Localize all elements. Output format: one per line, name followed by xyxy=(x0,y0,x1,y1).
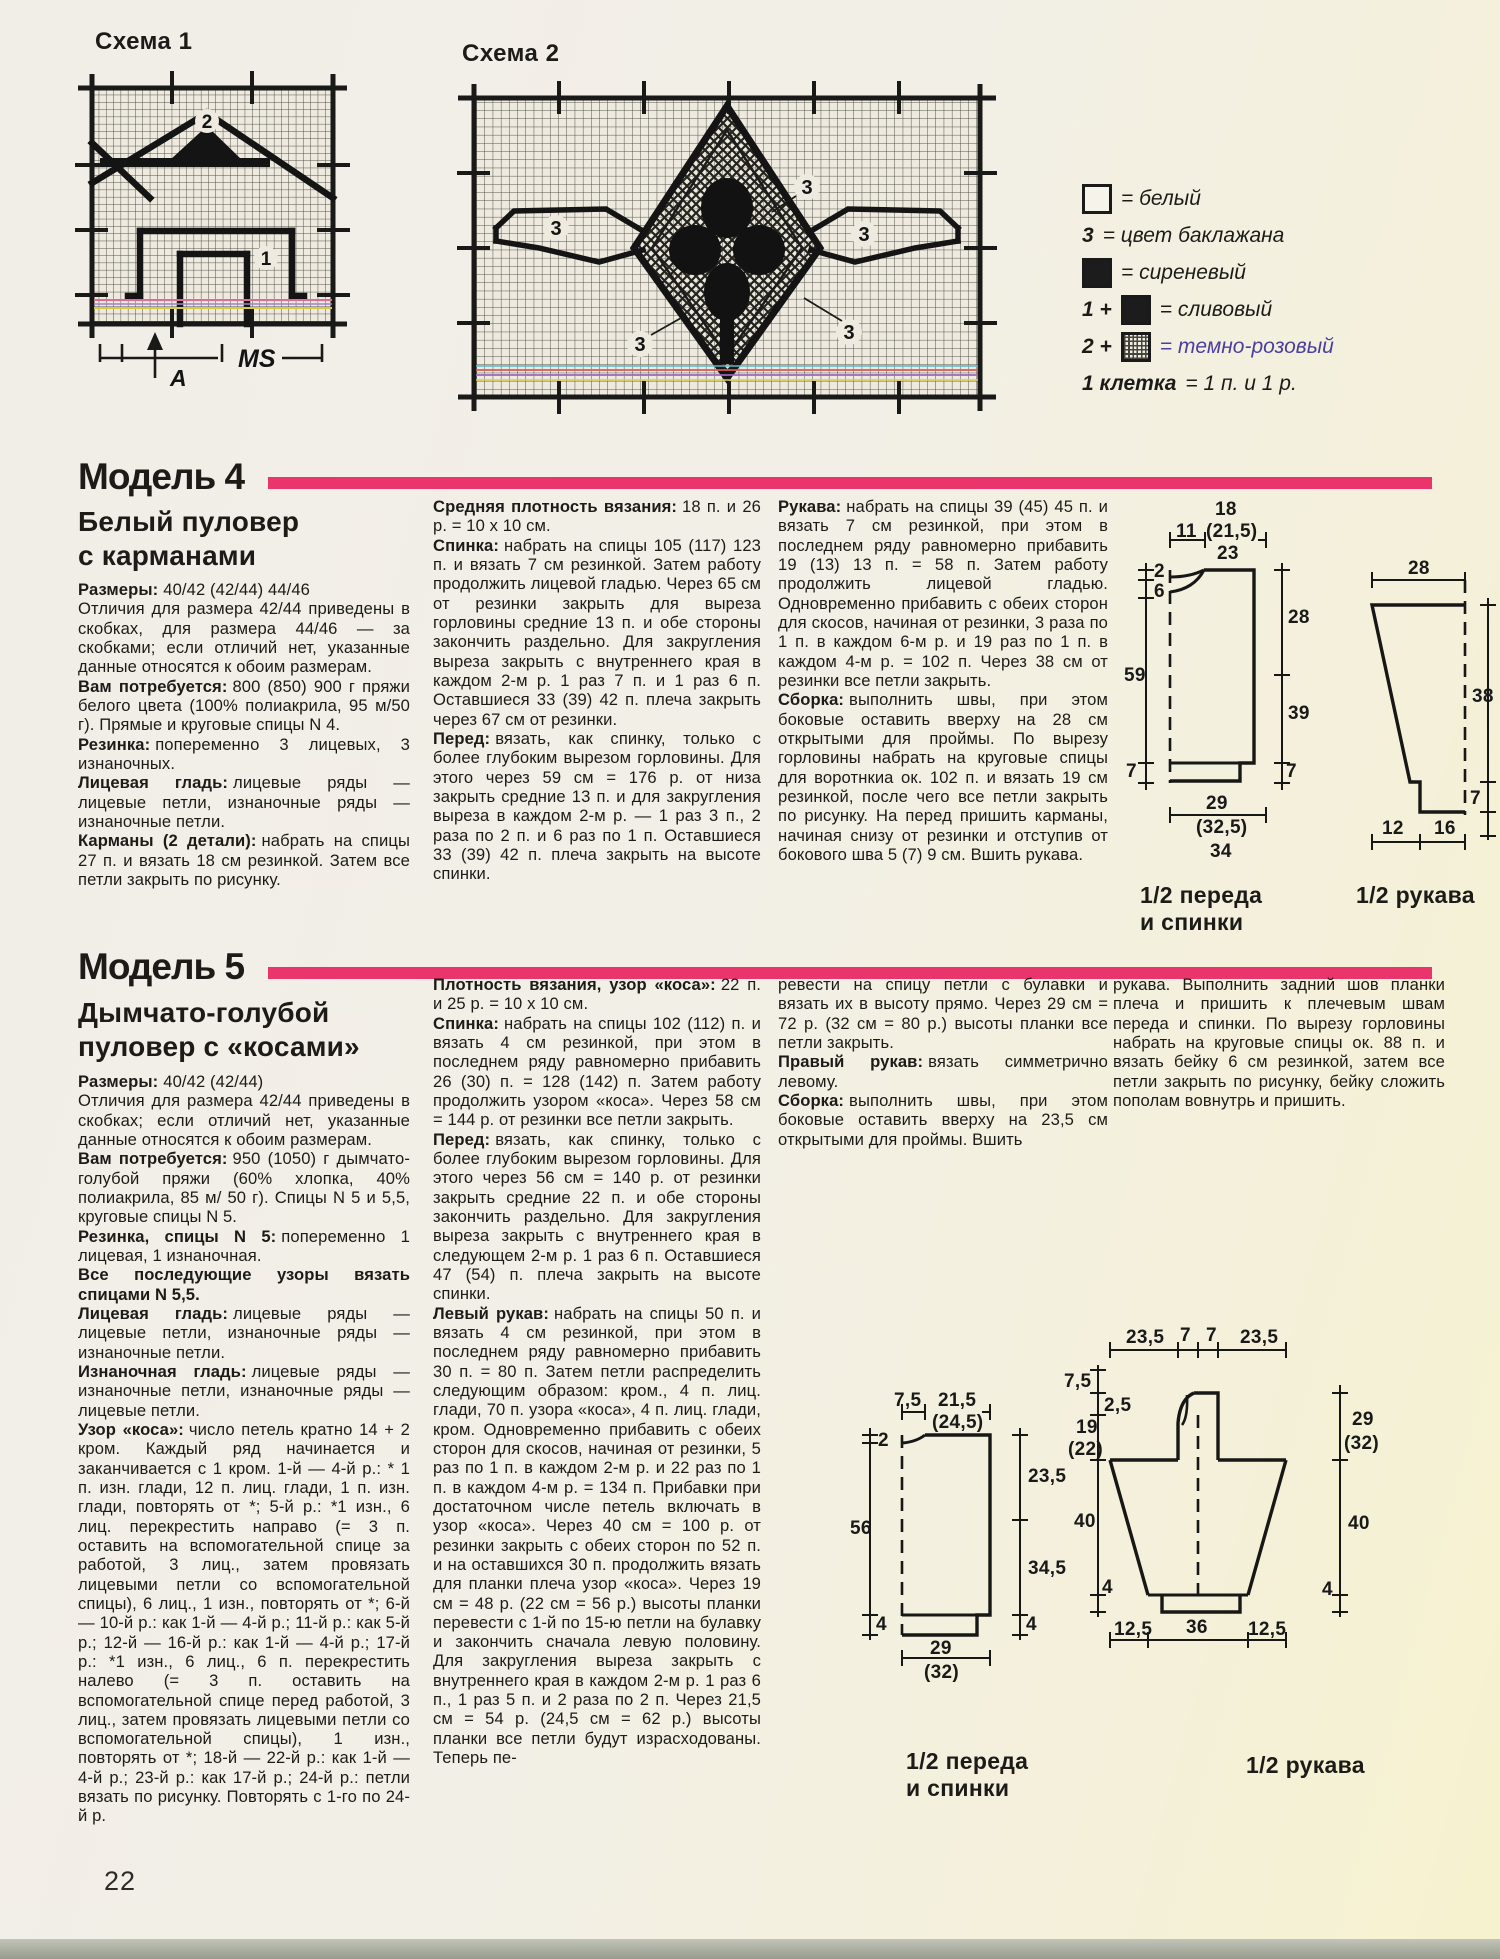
dim-label: 7 xyxy=(1286,761,1297,782)
model5-front-caption: 1/2 переда и спинки xyxy=(906,1748,1029,1802)
dim-label: 4 xyxy=(1322,1579,1333,1600)
legend-swatch-icon xyxy=(1121,295,1151,325)
legend-label: = цвет баклажана xyxy=(1102,223,1285,247)
model5-heading: Модель 5 xyxy=(78,946,245,987)
dim-label: 34 xyxy=(1210,841,1232,862)
dim-label: 7 xyxy=(1470,788,1481,809)
model5-subheading-line2: пуловер с «косами» xyxy=(78,1031,360,1063)
dim-label: 21,5 xyxy=(938,1390,977,1411)
legend-label: = темно-розовый xyxy=(1159,334,1334,358)
dim-label: 4 xyxy=(1102,1577,1113,1598)
legend-label: = сливовый xyxy=(1159,297,1273,321)
dim-label: 19 xyxy=(1076,1417,1098,1438)
dim-label: (24,5) xyxy=(932,1412,984,1433)
model5-sleeve-shape xyxy=(1060,1325,1480,1665)
chart2-label-3: 3 xyxy=(801,177,813,199)
dim-label: 7,5 xyxy=(894,1390,922,1411)
chart1-label-ms: MS xyxy=(238,345,276,373)
page-number: 22 xyxy=(104,1866,137,1896)
dim-label: 23 xyxy=(1217,543,1239,564)
dim-label: 28 xyxy=(1408,558,1430,579)
dim-label: 16 xyxy=(1434,818,1456,839)
model5-subheading xyxy=(78,996,360,1064)
legend-prefix: 2 + xyxy=(1082,334,1112,358)
model4-subheading-line2: с карманами xyxy=(78,540,257,572)
dim-label: (22) xyxy=(1068,1439,1103,1460)
legend-item xyxy=(1082,328,1334,365)
model4-sleeve-caption: 1/2 рукава xyxy=(1356,882,1475,908)
chart1-label-2: 2 xyxy=(201,112,213,133)
legend-prefix: 3 xyxy=(1082,223,1094,247)
dim-label: 7 xyxy=(1126,761,1137,782)
model5-subheading-line1: Дымчато-голубой xyxy=(78,997,330,1028)
model5-sleeve-caption: 1/2 рукава xyxy=(1246,1752,1365,1778)
model4-column-3: Рукава: набрать на спицы 39 (45) 45 п. и вязать 7 см резинкой, при этом в последнем ряду равномерно прибавить 19 (13) 13 п. = 58 п. Затем работу продолжить лицевой гладью. Одновременно прибавить с обеих сторон для скосов, начиная от резинки, 3 раза по 1 п. в каждом 6-м р. и 19 раз по 1 п. в каждом 4-м р. = 102 п. Через 38 см от резинки все петли закрыть. Сборка: выполнить швы, при этом боковые оставить вверху на 28 см открытыми для проймы. По вырезу горловины набрать на круговые спицы для воротнкиа ок. 102 п. и вязать 19 см резинкой, после чего все петли закрыть по рисунку. На перед пришить карманы, начиная снизу от резинки и отступив от бокового шва 5 (7) 9 см. Вшить рукава. xyxy=(778,497,1108,864)
dim-label: 7 xyxy=(1206,1325,1217,1346)
dim-label: 18 xyxy=(1215,499,1237,520)
dim-label: 40 xyxy=(1074,1511,1096,1532)
legend-swatch-icon xyxy=(1082,184,1112,214)
legend-item xyxy=(1082,254,1334,291)
model4-front-caption: 1/2 переда и спинки xyxy=(1140,882,1263,936)
chart1-solid-band xyxy=(100,158,270,167)
dim-label: (32) xyxy=(1344,1433,1379,1454)
model4-column-2: Средняя плотность вязания: 18 п. и 26 р. = 10 х 10 см. Спинка: набрать на спицы 105 (117) 123 п. и вязать 7 см резинкой. Затем работу продолжить лицевой гладью. Через 65 см от резинки закрыть для выреза горловины средние 13 п. и обе стороны закончить раздельно. Для закругления выреза закрыть с внутреннего края в каждом 2-м р. 1 раз 7 п. и 1 раз 6 п. Оставшиеся 33 (39) 42 п. плеча закрыть через 67 см от резинки. Перед: вязать, как спинку, только с более глубоким вырезом горловины. Для этого через 59 см = 176 р. от низа закрыть средние 13 п. и для закругления выреза в каждом 2-м р. — 1 раз 3 п., 2 раза по 2 п. и 6 раз по 1 п. Оставшиеся 33 (39) 42 п. плеча закрыть на высоте спинки. xyxy=(433,497,761,884)
dim-label: 2,5 xyxy=(1104,1395,1132,1416)
dim-label: 12,5 xyxy=(1114,1619,1153,1640)
chart2-grid xyxy=(444,78,1014,423)
model4-sleeve-schematic xyxy=(1350,550,1500,880)
dim-label: 36 xyxy=(1186,1617,1208,1638)
dim-label: 12 xyxy=(1382,818,1404,839)
dim-label: 39 xyxy=(1288,703,1310,724)
dim-label: 38 xyxy=(1472,686,1494,707)
chart2-label-3: 3 xyxy=(858,224,870,246)
scan-edge-strip xyxy=(0,1939,1500,1959)
chart2-label-3: 3 xyxy=(550,218,562,240)
dim-label: 7,5 xyxy=(1064,1371,1092,1392)
model4-front-schematic xyxy=(1120,495,1360,870)
dim-label: 56 xyxy=(850,1518,872,1539)
dim-label: (32,5) xyxy=(1196,817,1248,838)
dim-label: 11 xyxy=(1176,521,1197,542)
dim-label: 34,5 xyxy=(1028,1558,1067,1579)
model5-column-1: Размеры: 40/42 (42/44) Отличия для размера 42/44 приведены в скобках; если отличий нет, указанные данные относятся к обоим размерам. Вам потребуется: 950 (1050) г дымчато-голубой пряжи (60% хлопка, 40% полиакрила, 85 м/ 50 г). Спицы N 5 и 5,5, круговые спицы N 5. Резинка, спицы N 5: попеременно 1 лицевая, 1 изнаночная. Все последующие узоры вязать спицами N 5,5. Лицевая гладь: лицевые ряды — лицевые петли, изнаночные ряды — изнаночные петли. Изнаночная гладь: лицевые ряды — изнаночные петли, изнаночные ряды — лицевые петли. Узор «коса»: число петель кратно 14 + 2 кром. Каждый ряд начинается и заканчивается с 1 кром. 1-й — 4-й р.: * 1 п. изн. глади, 12 п. лиц. глади, 1 п. изн. глади, повторять от *; 5-й р.: *1 изн., 6 лиц. перекрестить направо (= 3 п. оставить на вспомогательной спице за работой, 3 лиц., затем провязать лицевыми петли со вспомогательной спицы), 6 лиц., 1 изн., повторять от *; 6-й — 10-й р.: как 1-й — 4-й р.; 11-й р.: как 5-й р.; 12-й — 16-й р.: как 1-й — 4-й р.; 17-й р.: *1 изн., 6 лиц., 6 п. перекрестить налево (= 3 п. оставить на вспомогательной спице перед работой, 3 лиц., затем провязать лицевыми петли со вспомогательной спицы), 1 изн., повторять от *; 18-й — 22-й р.: как 1-й — 4-й р.; 23-й р.: как 17-й р.; 24-й р.: петли вязать по рисунку. Повторять с 1-го по 24-й р. xyxy=(78,1072,410,1826)
model5-sleeve-schematic xyxy=(1060,1325,1480,1665)
legend-label: = 1 п. и 1 р. xyxy=(1185,371,1297,395)
dim-label: 23,5 xyxy=(1126,1327,1165,1348)
legend-swatch-icon xyxy=(1121,332,1151,362)
model4-heading: Модель 4 xyxy=(78,456,245,497)
chart1-title: Схема 1 xyxy=(95,28,193,55)
dim-label: 40 xyxy=(1348,1513,1370,1534)
model4-column-1: Размеры: 40/42 (42/44) 44/46 Отличия для размера 42/44 приведены в скобках, для размера 44/46 — за скобками; если отличий нет, указанные данные относятся к обоим размерам. Вам потребуется: 800 (850) 900 г пряжи белого цвета (100% полиакрила, 95 м/50 г). Прямые и круговые спицы N 4. Резинка: попеременно 3 лицевых, 3 изнаночных. Лицевая гладь: лицевые ряды — лицевые петли, изнаночные ряды — изнаночные петли. Карманы (2 детали): набрать на спицы 27 п. и вязать 18 см резинкой. Затем все петли закрыть по рисунку. xyxy=(78,580,410,889)
chart1-bracket xyxy=(100,344,322,378)
dim-label: 29 xyxy=(930,1638,952,1659)
chart2-label-3: 3 xyxy=(634,334,646,356)
chart1-label-1: 1 xyxy=(260,249,272,270)
dim-label: 4 xyxy=(1026,1614,1037,1635)
dim-label: 6 xyxy=(1154,581,1165,602)
legend-item xyxy=(1082,217,1334,254)
dim-label: 4 xyxy=(876,1614,887,1635)
chart1-label-a: A xyxy=(170,365,187,391)
model5-column-4: рукава. Выполнить задний шов планки плеча и пришить к плечевым швам переда и спинки. По вырезу горловины набрать на круговые спицы ок. 88 п. и вязать бейку 6 см резинкой, затем все петли закрыть по рисунку, бейку сложить пополам вовнутрь и пришить. xyxy=(1113,975,1445,1110)
dim-label: 23,5 xyxy=(1240,1327,1279,1348)
legend-prefix: 1 + xyxy=(1082,297,1112,321)
chart1 xyxy=(70,66,370,401)
dim-label: 7 xyxy=(1180,1325,1191,1346)
dim-label: 29 xyxy=(1352,1409,1374,1430)
legend-prefix: 1 клетка xyxy=(1082,371,1177,395)
dim-label: 29 xyxy=(1206,793,1228,814)
legend-swatch-icon xyxy=(1082,258,1112,288)
color-legend xyxy=(1082,180,1334,402)
model4-sleeve-shape xyxy=(1350,550,1500,880)
chart1-arrow-a xyxy=(147,332,163,350)
legend-item xyxy=(1082,365,1334,402)
legend-item xyxy=(1082,180,1334,217)
dim-label: 23,5 xyxy=(1028,1466,1067,1487)
model4-rule xyxy=(268,477,1432,489)
dim-label: (32) xyxy=(924,1662,959,1683)
model5-column-2: Плотность вязания, узор «коса»: 22 п. и 25 р. = 10 х 10 см. Спинка: набрать на спицы 102 (112) п. и вязать 4 см резинкой, при этом в последнем ряду равномерно прибавить 26 (30) п. = 128 (142) п. Затем работу продолжить узором «коса». Через 58 см = 144 р. от резинки все петли закрыть. Перед: вязать, как спинку, только с более глубоким вырезом горловины. Для этого через 56 см = 140 р. от резинки закрыть средние 22 п. и обе стороны закончить раздельно. Для закругления выреза закрыть с внутреннего края в следующем 2-м р. 1 раз 6 п. Оставшиеся 47 (54) п. плеча закрыть на высоте спинки. Левый рукав: набрать на спицы 50 п. и вязать 4 см резинкой, при этом в последнем ряду равномерно прибавить 30 п. = 80 п. Затем петли распределить следующим образом: кром., 4 п. лиц. глади, 70 п. узора «коса», 4 п. лиц. глади, кром. Одновременно прибавить с обеих сторон для скосов, начиная от резинки, 5 раз по 1 п. в каждом 2-м р. и 22 раз по 1 п. в каждом 4-м р. = 134 п. Прибавки при достаточном числе петель включать в узор «коса». Через 40 см = 100 р. от резинки закрыть с обеих сторон по 52 п. и на оставшихся 30 п. продолжить вязать для планки плеча узор «коса». Через 19 см = 48 р. (22 см = 56 р.) высоты планки перевести с 1-й по 15-ю петли на булавку и закончить сначала левую половину. Для закругления выреза закрыть с внутреннего края в каждом 2-м р. 1 раз 6 п., 1 раз 5 п. и 2 раза по 2 п. Через 21,5 см = 54 р. (24,5 см = 62 р.) высоты планки все петли будут израсходованы. Теперь пе- xyxy=(433,975,761,1768)
dim-label: 2 xyxy=(1154,561,1165,582)
model4-subheading xyxy=(78,505,299,573)
chart2-label-3: 3 xyxy=(843,322,855,344)
dim-label: 12,5 xyxy=(1248,1619,1287,1640)
dim-label: 59 xyxy=(1124,665,1146,686)
legend-label: = сиреневый xyxy=(1121,260,1246,284)
legend-label: = белый xyxy=(1121,186,1201,210)
model4-subheading-line1: Белый пуловер xyxy=(78,506,300,537)
legend-item xyxy=(1082,291,1334,328)
model5-column-3: ревести на спицу петли с булавки и вязать их в высоту прямо. Через 29 см = 72 р. (32 см = 80 р.) высоты планки все петли закрыть. Правый рукав: вязать симметрично левому. Сборка: выполнить швы, при этом боковые оставить вверху на 23,5 см открытыми для проймы. Вшить xyxy=(778,975,1108,1149)
model4-front-shape xyxy=(1120,495,1360,870)
dim-label: 28 xyxy=(1288,607,1310,628)
chart1-grid xyxy=(70,66,370,401)
dim-label: 2 xyxy=(878,1430,889,1451)
chart2 xyxy=(444,78,1014,423)
chart2-title: Схема 2 xyxy=(462,40,560,67)
dim-label: (21,5) xyxy=(1206,521,1258,542)
